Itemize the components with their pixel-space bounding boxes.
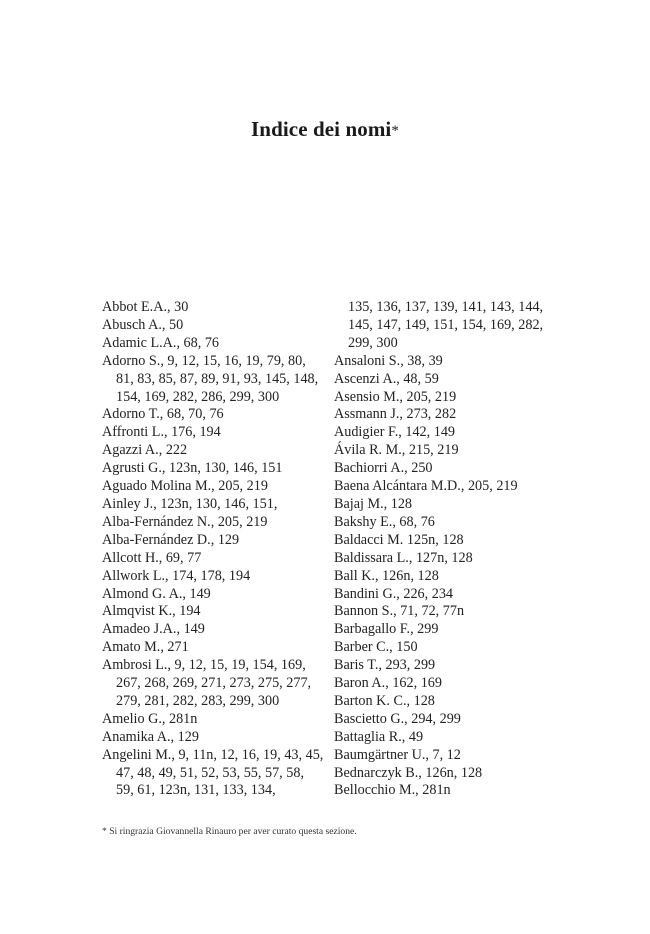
index-entry: Alba-Fernández N., 205, 219 (102, 513, 268, 530)
index-entry: Asensio M., 205, 219 (334, 388, 457, 405)
index-entry: Ambrosi L., 9, 12, 15, 19, 154, 169, 267, 268, 269, 271, 273, 275, 277, 279, 281, 282, 283, 299, 300 (102, 657, 312, 709)
index-entry: Bannon S., 71, 72, 77n (334, 603, 465, 620)
index-entry: Adorno T., 68, 70, 76 (102, 406, 224, 423)
index-entry: Aguado Molina M., 205, 219 (102, 478, 268, 495)
index-entry: Allwork L., 174, 178, 194 (102, 567, 251, 584)
index-entry: Ansaloni S., 38, 39 (334, 352, 443, 369)
index-entry: Bachiorri A., 250 (334, 460, 433, 477)
footnote-marker: * (391, 123, 399, 139)
index-entry-continuation: 135, 136, 137, 139, 141, 143, 144, 145, 147, 149, 151, 154, 169, 282, 299, 300 (348, 299, 544, 351)
index-entry: Battaglia R., 49 (334, 728, 424, 745)
index-entry: Ball K., 126n, 128 (334, 567, 439, 584)
index-entry: Agrusti G., 123n, 130, 146, 151 (102, 460, 283, 477)
index-entry: Angelini M., 9, 11n, 12, 16, 19, 43, 45, 47, 48, 49, 51, 52, 53, 55, 57, 58, 59, 61, 123n, 131, 133, 134, (102, 746, 324, 799)
index-column-right (334, 299, 556, 800)
index-entry: Barber C., 150 (334, 639, 418, 656)
index-entry: Almond G. A., 149 (102, 585, 211, 602)
index-entry: Abbot E.A., 30 (102, 299, 189, 315)
index-entry: Baldacci M. 125n, 128 (334, 531, 464, 548)
index-entry: Adamic L.A., 68, 76 (102, 334, 220, 351)
index-entry: Alba-Fernández D., 129 (102, 531, 240, 548)
index-entry: Ainley J., 123n, 130, 146, 151, (102, 495, 278, 512)
index-entry: Baron A., 162, 169 (334, 675, 442, 692)
index-entry: Bandini G., 226, 234 (334, 585, 454, 602)
page-title (0, 117, 650, 142)
index-entry: Audigier F., 142, 149 (334, 424, 456, 441)
index-entry: Affronti L., 176, 194 (102, 424, 221, 441)
index-entry: Barbagallo F., 299 (334, 621, 439, 638)
footnote: * Si ringrazia Giovannella Rinauro per aver curato questa sezione. (102, 826, 357, 837)
page-title-text: Indice dei nomi (251, 117, 392, 141)
index-entry: Allcott H., 69, 77 (102, 549, 202, 566)
index-entry: Bakshy E., 68, 76 (334, 513, 435, 530)
index-entry: Abusch A., 50 (102, 316, 184, 333)
index-entry: Baena Alcántara M.D., 205, 219 (334, 478, 518, 495)
index-entry: Almqvist K., 194 (102, 603, 201, 620)
index-column-left (102, 299, 324, 800)
index-entry: Bednarczyk B., 126n, 128 (334, 764, 483, 781)
index-entry: Baumgärtner U., 7, 12 (334, 746, 461, 763)
index-entry: Ascenzi A., 48, 59 (334, 370, 439, 387)
index-entry: Bajaj M., 128 (334, 495, 413, 512)
index-entry: Baris T., 293, 299 (334, 657, 436, 674)
index-entry: Amato M., 271 (102, 639, 189, 656)
index-entry: Assmann J., 273, 282 (334, 406, 457, 423)
index-entry: Adorno S., 9, 12, 15, 16, 19, 79, 80, 81, 83, 85, 87, 89, 91, 93, 145, 148, 154, 169, 282, 286, 299, 300 (102, 352, 319, 405)
index-entry: Baldissara L., 127n, 128 (334, 549, 473, 566)
index-entry: Ávila R. M., 215, 219 (334, 442, 459, 459)
index-entry: Bellocchio M., 281n (334, 782, 451, 799)
index-entry: Anamika A., 129 (102, 728, 199, 745)
index-entry: Amelio G., 281n (102, 710, 198, 727)
index-entry: Agazzi A., 222 (102, 442, 188, 459)
index-entry: Barton K. C., 128 (334, 692, 435, 709)
index-entry: Amadeo J.A., 149 (102, 621, 205, 638)
index-entry: Bascietto G., 294, 299 (334, 710, 461, 727)
